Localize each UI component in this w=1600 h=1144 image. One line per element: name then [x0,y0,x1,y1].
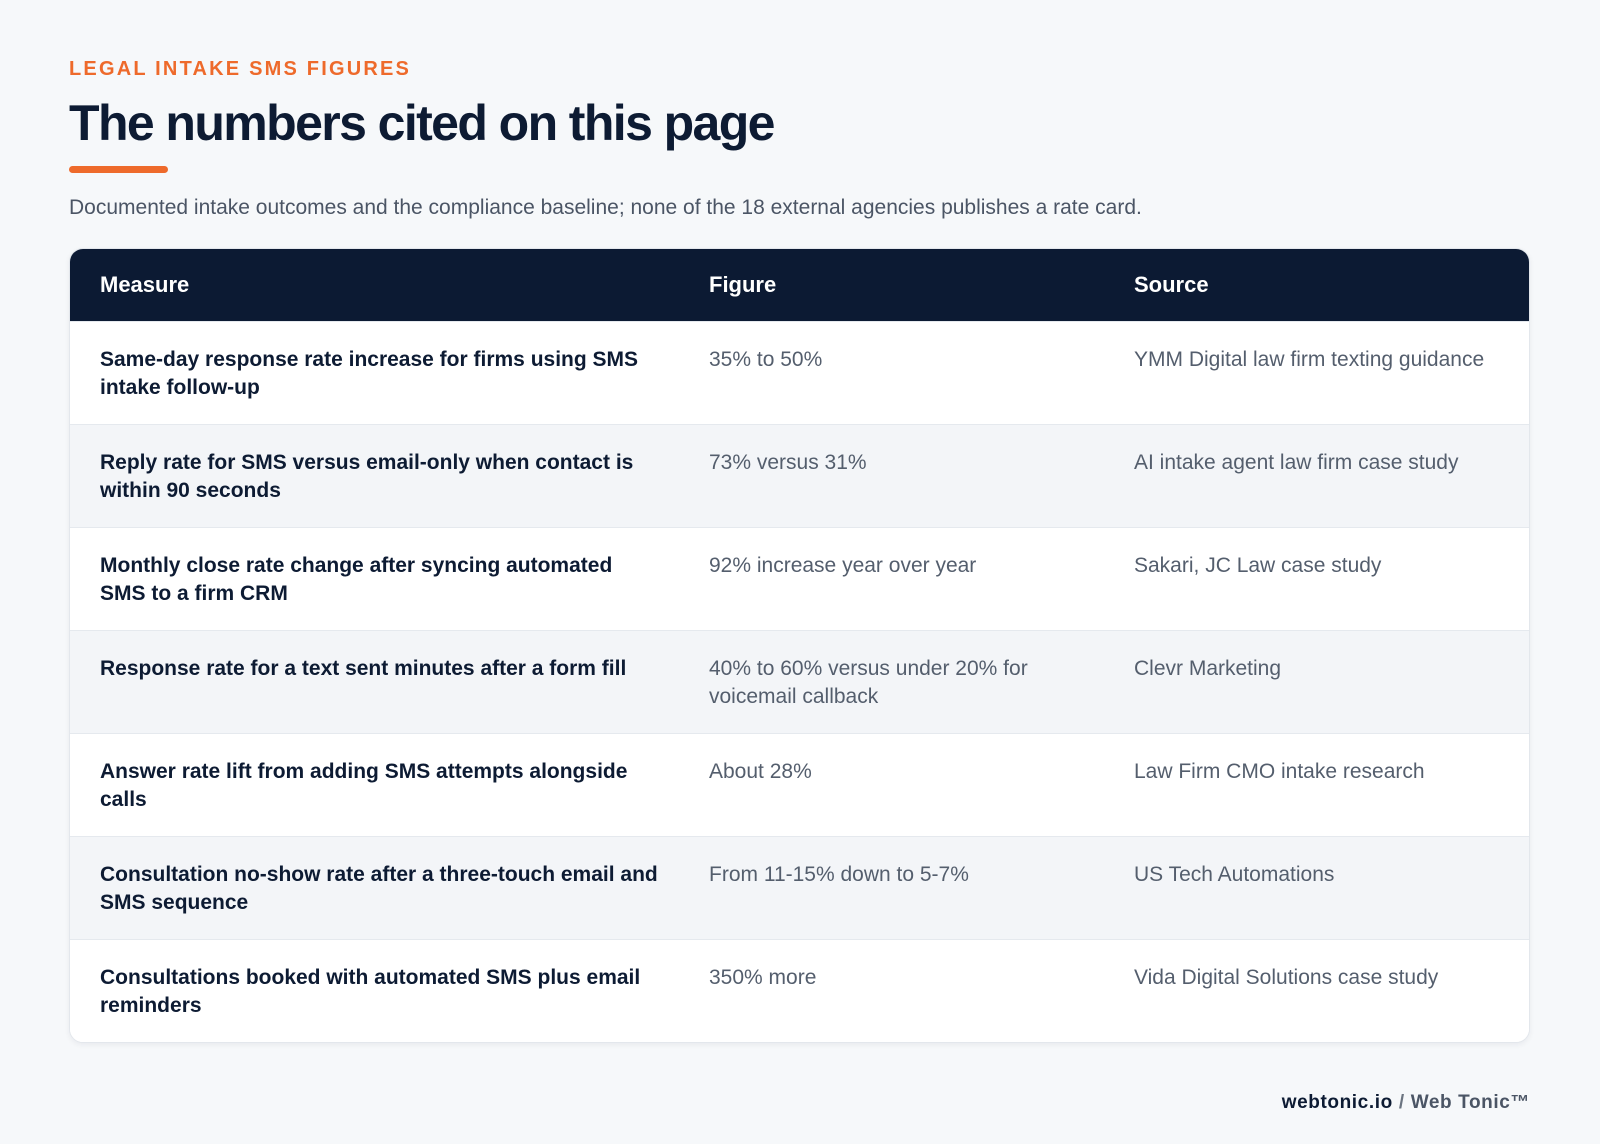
source-cell: AI intake agent law firm case study [1134,450,1459,474]
measure-cell: Answer rate lift from adding SMS attempts alongside calls [100,759,628,811]
source-cell: Law Firm CMO intake research [1134,759,1425,783]
source-cell: Vida Digital Solutions case study [1134,965,1439,989]
measure-cell: Same-day response rate increase for firms using SMS intake follow-up [100,347,639,399]
column-header-measure: Measure [100,271,190,297]
figure-cell: 350% more [709,965,817,989]
column-header-figure: Figure [709,271,777,297]
table-row [70,424,1530,527]
measure-cell: Consultations booked with automated SMS plus email reminders [100,965,641,1017]
table-row [70,321,1530,424]
table-row [70,733,1530,836]
table-header [70,249,1530,321]
table-row [70,527,1530,630]
figure-cell: 73% versus 31% [709,450,867,474]
measure-cell: Consultation no-show rate after a three-touch email and SMS sequence [100,862,658,914]
figure-cell: 92% increase year over year [709,553,977,577]
footer-domain: webtonic.io [1281,1092,1393,1113]
figure-cell: 40% to 60% versus under 20% for voicemail callback [709,656,1028,708]
table-body [70,321,1530,1042]
table-row [70,939,1530,1042]
table-row [70,630,1530,733]
figures-table [70,249,1530,1042]
table-header-row [70,249,1530,321]
measure-cell: Reply rate for SMS versus email-only when contact is within 90 seconds [100,450,634,502]
title-accent-bar [69,166,168,173]
measure-cell: Response rate for a text sent minutes after a form fill [100,656,627,680]
page-title: The numbers cited on this page [69,95,774,151]
footer-separator: / [1398,1092,1405,1113]
figures-table-card [69,248,1530,1043]
figure-cell: About 28% [709,759,812,783]
source-cell: Sakari, JC Law case study [1134,553,1382,577]
source-cell: Clevr Marketing [1134,656,1282,680]
footer-credit [1282,1092,1530,1114]
page-subtitle: Documented intake outcomes and the compliance baseline; none of the 18 external agencies publishes a rate card. [69,196,1142,219]
measure-cell: Monthly close rate change after syncing automated SMS to a firm CRM [100,553,613,605]
source-cell: YMM Digital law firm texting guidance [1134,347,1485,371]
table-row [70,836,1530,939]
eyebrow-label: LEGAL INTAKE SMS FIGURES [69,58,412,80]
footer-brand: Web Tonic™ [1410,1092,1530,1113]
figure-cell: 35% to 50% [709,347,823,371]
column-header-source: Source [1134,271,1209,297]
figure-cell: From 11-15% down to 5-7% [709,862,969,886]
source-cell: US Tech Automations [1134,862,1335,886]
